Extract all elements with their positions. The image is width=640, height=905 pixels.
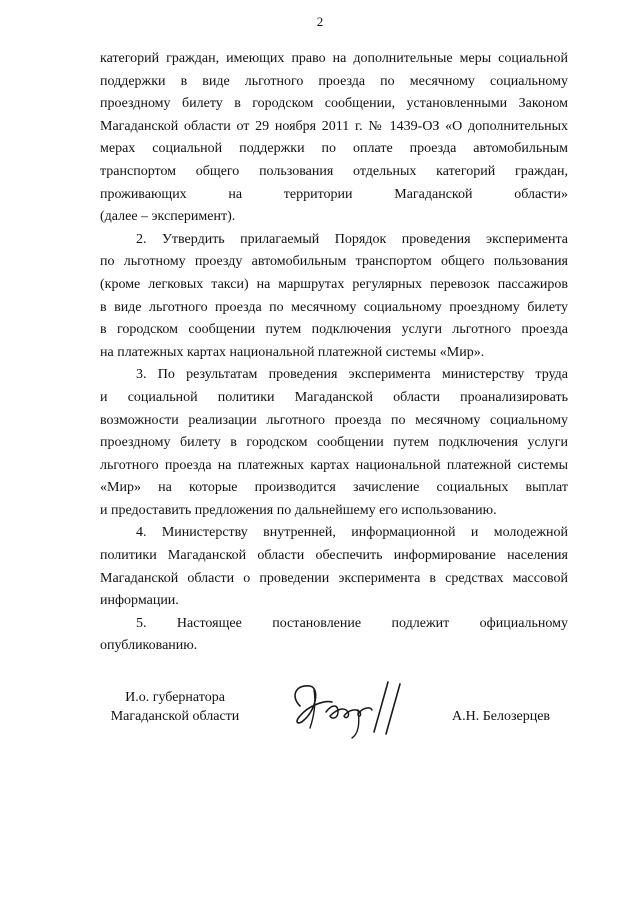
body-line: 2. Утвердить прилагаемый Порядок проведения эксперимента <box>136 231 568 247</box>
body-line: «Мир» на которые производится зачисление социальных выплат <box>100 480 568 496</box>
body-line: и предоставить предложения по дальнейшему его использованию. <box>100 502 497 518</box>
body-line: проездному билету в городском сообщении путем подключения услуги <box>100 435 568 451</box>
body-line: мерах социальной поддержки по оплате проезда автомобильным <box>100 141 568 157</box>
body-line: опубликованию. <box>100 638 198 654</box>
body-line: проживающих на территории Магаданской области» <box>100 186 568 202</box>
body-line: возможности реализации льготного проезда по месячному социальному <box>100 412 568 428</box>
body-line: Магаданской области о проведении эксперимента в средствах массовой <box>100 570 568 586</box>
body-line: в городском сообщении путем подключения услуги льготного проезда <box>100 322 568 338</box>
body-line: категорий граждан, имеющих право на дополнительные меры социальной <box>100 51 568 66</box>
body-line: транспортом общего пользования отдельных категорий граждан, <box>100 163 568 179</box>
signatory-title-line-1: И.о. губернатора <box>125 690 225 705</box>
body-line: Магаданской области от 29 ноября 2011 г. № 1439-ОЗ «О дополнительных <box>100 118 568 134</box>
body-line: поддержки в виде льготного проезда по месячному социальному <box>100 73 568 89</box>
body-line: (кроме легковых такси) на маршрутах регулярных перевозок пассажиров <box>100 276 568 292</box>
body-text <box>100 48 568 658</box>
body-line: проездному билету в городском сообщении, установленными Законом <box>100 96 568 112</box>
signatory-name: А.Н. Белозерцев <box>452 709 551 724</box>
body-line: 5. Настоящее постановление подлежит официальному <box>136 615 568 631</box>
signatory-title-line-2: Магаданской области <box>110 709 240 724</box>
signature-block <box>0 688 640 748</box>
body-line: льготного проезда на платежных картах национальной платежной системы <box>100 457 568 473</box>
body-line: (далее – эксперимент). <box>100 209 236 225</box>
body-line: 3. По результатам проведения эксперимента министерству труда <box>136 367 568 383</box>
page-number: 2 <box>316 14 324 29</box>
handwritten-signature <box>286 676 416 746</box>
body-line: информации. <box>100 593 179 609</box>
body-line: политики Магаданской области обеспечить информирование населения <box>100 548 568 564</box>
signatory-title <box>100 688 250 726</box>
body-line: по льготному проезду автомобильным транспортом общего пользования <box>100 254 568 270</box>
body-line: на платежных картах национальной платежной системы «Мир». <box>100 344 485 360</box>
body-line: и социальной политики Магаданской области проанализировать <box>100 389 568 405</box>
body-line: в виде льготного проезда по месячному социальному проездному билету <box>100 299 568 315</box>
body-line: 4. Министерству внутренней, информационной и молодежной <box>136 525 568 541</box>
